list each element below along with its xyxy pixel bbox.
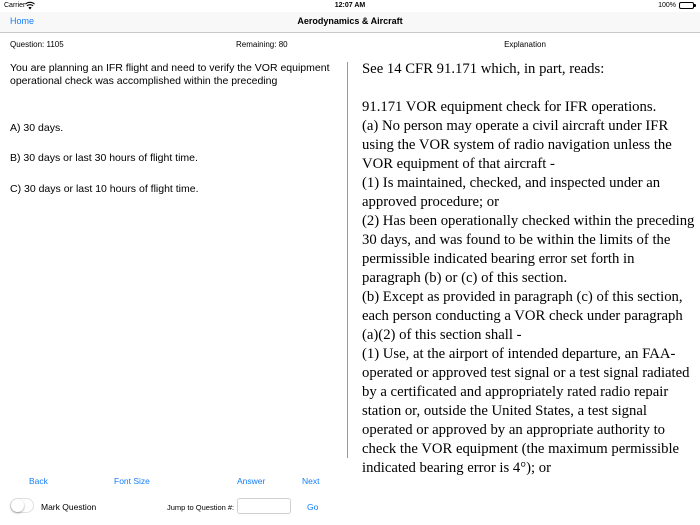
explanation-paragraph: (b) Except as provided in paragraph (c) of this section, each person conducting a VOR check under paragraph (a)(2) of this section shall - bbox=[362, 289, 683, 343]
battery-icon bbox=[679, 2, 694, 9]
home-button[interactable]: Home bbox=[10, 16, 35, 26]
mark-question-label: Mark Question bbox=[41, 502, 97, 512]
battery-percent: 100% bbox=[658, 2, 676, 9]
question-number: Question: 1105 bbox=[10, 40, 64, 49]
back-button[interactable]: Back bbox=[29, 476, 48, 486]
answer-option-c[interactable]: C) 30 days or last 10 hours of flight time. bbox=[10, 183, 199, 195]
explanation-header: Explanation bbox=[504, 40, 546, 49]
carrier-label: Carrier bbox=[4, 2, 26, 9]
explanation-intro: See 14 CFR 91.171 which, in part, reads: bbox=[362, 61, 605, 77]
status-time: 12:07 AM bbox=[334, 2, 366, 9]
toggle-knob bbox=[11, 499, 24, 512]
explanation-paragraph: (1) Is maintained, checked, and inspected under an approved procedure; or bbox=[362, 175, 661, 210]
jump-to-question-input[interactable] bbox=[237, 498, 291, 514]
explanation-paragraph: (a) No person may operate a civil aircraft under IFR using the VOR system of radio navigation unless the VOR equipment of that aircraft - bbox=[362, 118, 672, 172]
panel-divider bbox=[347, 62, 348, 458]
font-size-button[interactable]: Font Size bbox=[114, 476, 150, 486]
explanation-text[interactable] bbox=[362, 60, 696, 488]
status-bar bbox=[0, 0, 700, 12]
navigation-bar bbox=[0, 12, 700, 33]
explanation-paragraph: (2) Has been operationally checked within the preceding 30 days, and was found to be within the limits of the permissible indicated bearing error set forth in paragraph (b) or (c) of this section. bbox=[362, 213, 695, 286]
remaining-count: Remaining: 80 bbox=[236, 40, 288, 49]
mark-question-toggle[interactable] bbox=[10, 498, 34, 513]
go-button[interactable]: Go bbox=[307, 502, 319, 512]
answer-option-b[interactable]: B) 30 days or last 30 hours of flight time. bbox=[10, 152, 198, 164]
jump-to-question-label: Jump to Question #: bbox=[167, 503, 235, 512]
explanation-paragraph: (1) Use, at the airport of intended departure, an FAA-operated or approved test signal or a test signal radiated by a certificated and appropriately rated radio repair station or, outside the United States, a test signal operated or approved by an appropriate authority to check the VOR equipment (the maximum permissible indicated bearing error is 4°); or bbox=[362, 346, 690, 476]
question-text: You are planning an IFR flight and need to verify the VOR equipment operational check was accomplished within the preceding bbox=[10, 62, 330, 87]
answer-button[interactable]: Answer bbox=[237, 476, 266, 486]
answer-option-a[interactable]: A) 30 days. bbox=[10, 122, 64, 134]
nav-title: Aerodynamics & Aircraft bbox=[297, 16, 403, 26]
next-button[interactable]: Next bbox=[302, 476, 320, 486]
explanation-paragraph: 91.171 VOR equipment check for IFR operations. bbox=[362, 99, 657, 115]
